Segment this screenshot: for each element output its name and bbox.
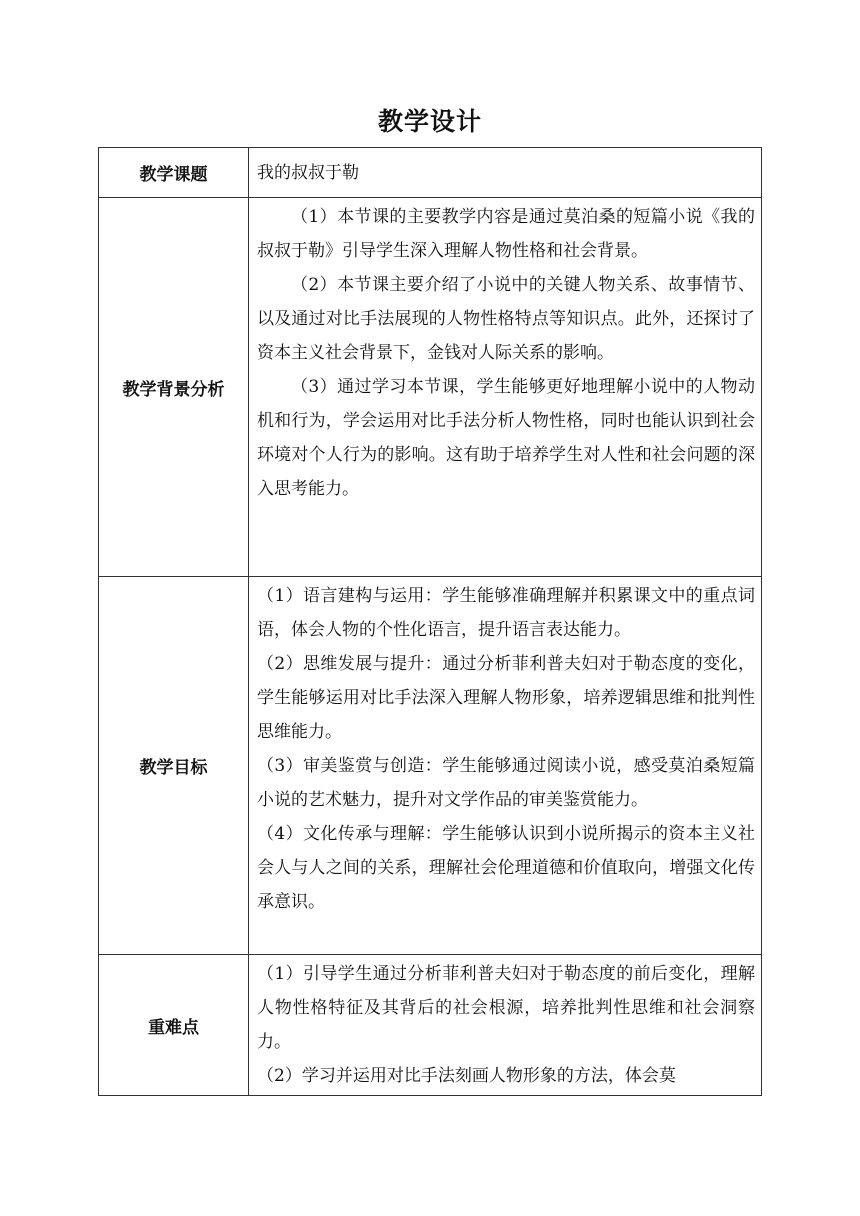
background-paragraph: （3）通过学习本节课，学生能够更好地理解小说中的人物动机和行为，学会运用对比手法分析人物性格，同时也能认识到社会环境对个人行为的影响。这有助于培养学生对人性和社会问题的深入思考能力。 — [257, 377, 755, 499]
keypoint-paragraph: （2）学习并运用对比手法刻画人物形象的方法，体会莫 — [257, 1066, 676, 1086]
table-row-background — [99, 198, 762, 577]
page-title: 教学设计 — [377, 107, 482, 136]
row-label-topic: 教学课题 — [99, 148, 249, 198]
goal-paragraph: （1）语言建构与运用：学生能够准确理解并积累课文中的重点词语，体会人物的个性化语言，提升语言表达能力。 — [257, 586, 755, 640]
table-row-keypoints — [99, 955, 762, 1096]
table-row-goals — [99, 577, 762, 955]
row-content-goals — [249, 577, 762, 955]
goal-paragraph: （2）思维发展与提升：通过分析菲利普夫妇对于勒态度的变化，学生能够运用对比手法深入理解人物形象，培养逻辑思维和批判性思维能力。 — [257, 654, 755, 742]
keypoint-paragraph: （1）引导学生通过分析菲利普夫妇对于勒态度的前后变化，理解人物性格特征及其背后的社会根源，培养批判性思维和社会洞察力。 — [257, 964, 755, 1052]
row-label-keypoints: 重难点 — [99, 955, 249, 1096]
goal-paragraph: （3）审美鉴赏与创造：学生能够通过阅读小说，感受莫泊桑短篇小说的艺术魅力，提升对文学作品的审美鉴赏能力。 — [257, 756, 755, 810]
keypoints-clip — [257, 957, 755, 1089]
row-content-keypoints — [249, 955, 762, 1096]
row-label-background: 教学背景分析 — [99, 198, 249, 577]
table-row-topic — [99, 148, 762, 198]
goal-paragraph: （4）文化传承与理解：学生能够认识到小说所揭示的资本主义社会人与人之间的关系，理解社会伦理道德和价值取向，增强文化传承意识。 — [257, 824, 755, 912]
row-value-topic: 我的叔叔于勒 — [249, 148, 762, 198]
row-content-background — [249, 198, 762, 577]
background-paragraph: （2）本节课主要介绍了小说中的关键人物关系、故事情节、以及通过对比手法展现的人物性格特点等知识点。此外，还探讨了资本主义社会背景下，金钱对人际关系的影响。 — [257, 275, 755, 363]
background-paragraph: （1）本节课的主要教学内容是通过莫泊桑的短篇小说《我的叔叔于勒》引导学生深入理解人物性格和社会背景。 — [257, 207, 755, 261]
teaching-design-table — [98, 147, 762, 1096]
row-label-goals: 教学目标 — [99, 577, 249, 955]
